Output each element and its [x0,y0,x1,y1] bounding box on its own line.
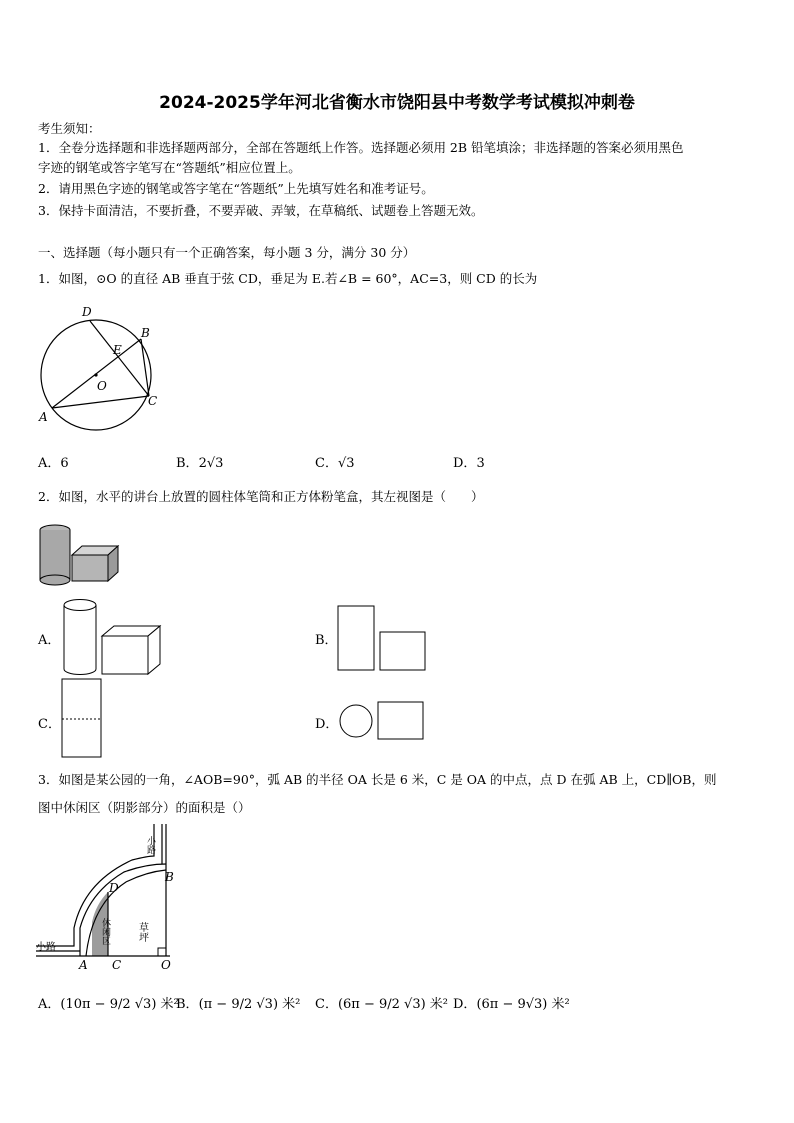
q3-stem-line-2: 图中休闲区（阴影部分）的面积是（） [38,800,251,815]
q2-option-a-figure[interactable] [60,596,162,678]
q3-option-d[interactable] [453,993,570,1012]
q2-option-d-figure[interactable] [337,699,427,741]
road-label-left: 小路 [36,942,56,953]
label-b: B [141,326,150,340]
option-value: 6 [60,456,69,471]
notice-heading: 考生须知： [38,121,101,136]
q2-option-b-figure[interactable] [336,604,428,672]
option-letter: A． [38,456,61,471]
option-expression: (6π − 9/2 √3) 米² [337,997,449,1012]
option-letter: C． [315,456,338,471]
label-o: O [97,379,107,393]
label-a: A [39,410,48,424]
q2-option-a-label[interactable]: A． [38,633,61,648]
option-letter: B． [176,997,199,1012]
label-c: C [148,394,158,408]
q2-option-d-label[interactable]: D． [315,717,339,732]
q2-option-c-label[interactable]: C． [38,717,61,732]
option-letter: D． [453,456,477,471]
q1-stem: 1．如图，⊙O 的直径 AB 垂直于弦 CD，垂足为 E.若∠B = 60°，AC=3，则 CD 的长为 [38,271,538,286]
q1-option-b[interactable] [176,452,223,471]
option-expression: (10π − 9/2 √3) 米² [60,997,179,1012]
rest-area-label: 休闲区 [100,918,110,945]
label-b: B [165,870,174,884]
option-letter: C． [315,997,338,1012]
page-title: 2024-2025学年河北省衡水市饶阳县中考数学考试模拟冲刺卷 [159,93,635,113]
label-c: C [112,958,122,972]
section-heading: 一、选择题（每小题只有一个正确答案，每小题 3 分，满分 30 分） [38,245,416,260]
cylinder-body [40,530,70,580]
notice-item-1-cont: 字迹的钢笔或答字笔写在“答题纸”相应位置上。 [38,160,301,175]
q2-option-c-figure[interactable] [60,677,104,759]
label-d: D [109,881,119,895]
q2-option-b-label[interactable]: B． [315,633,338,648]
chord-ac [52,396,149,408]
notice-item-1: 1．全卷分选择题和非选择题两部分，全部在答题纸上作答。选择题必须用 2B 铅笔填涂；非选择题的答案必须用黑色 [38,140,684,155]
label-d: D [82,305,92,319]
center-point [94,373,97,376]
label-e: E [113,343,122,357]
box-front [72,555,108,581]
road-label-top: 小路 [145,836,155,854]
option-letter: D． [453,997,477,1012]
option-letter: B． [176,456,199,471]
q1-circle-diagram [30,300,170,432]
q1-option-a[interactable] [38,452,69,471]
q3-option-c[interactable] [315,993,448,1012]
q3-park-diagram [36,824,186,974]
q1-option-c[interactable] [315,452,355,471]
label-a: A [79,958,88,972]
grass-label: 草坪 [136,922,148,942]
notice-item-3: 3．保持卡面清洁，不要折叠，不要弄破、弄皱，在草稿纸、试题卷上答题无效。 [38,203,484,218]
q2-object-diagram [36,520,122,586]
option-expression: (π − 9/2 √3) 米² [198,997,301,1012]
option-value: 3 [476,456,485,471]
q2-stem: 2．如图，水平的讲台上放置的圆柱体笔筒和正方体粉笔盒，其左视图是（ ） [38,489,484,504]
option-value: √3 [337,456,355,471]
q3-option-b[interactable] [176,993,300,1012]
label-o: O [161,958,171,972]
option-value: 2√3 [198,456,224,471]
cylinder-bottom [40,575,70,585]
q3-option-a[interactable] [38,993,179,1012]
notice-item-2: 2．请用黑色字迹的钢笔或答字笔在“答题纸”上先填写姓名和准考证号。 [38,181,434,196]
option-letter: A． [38,997,61,1012]
option-expression: (6π − 9√3) 米² [476,997,570,1012]
q1-option-d[interactable] [453,452,485,471]
q3-stem-line-1: 3．如图是某公园的一角，∠AOB=90°，弧 AB 的半径 OA 长是 6 米，C 是 OA 的中点，点 D 在弧 AB 上，CD∥OB，则 [38,772,717,787]
